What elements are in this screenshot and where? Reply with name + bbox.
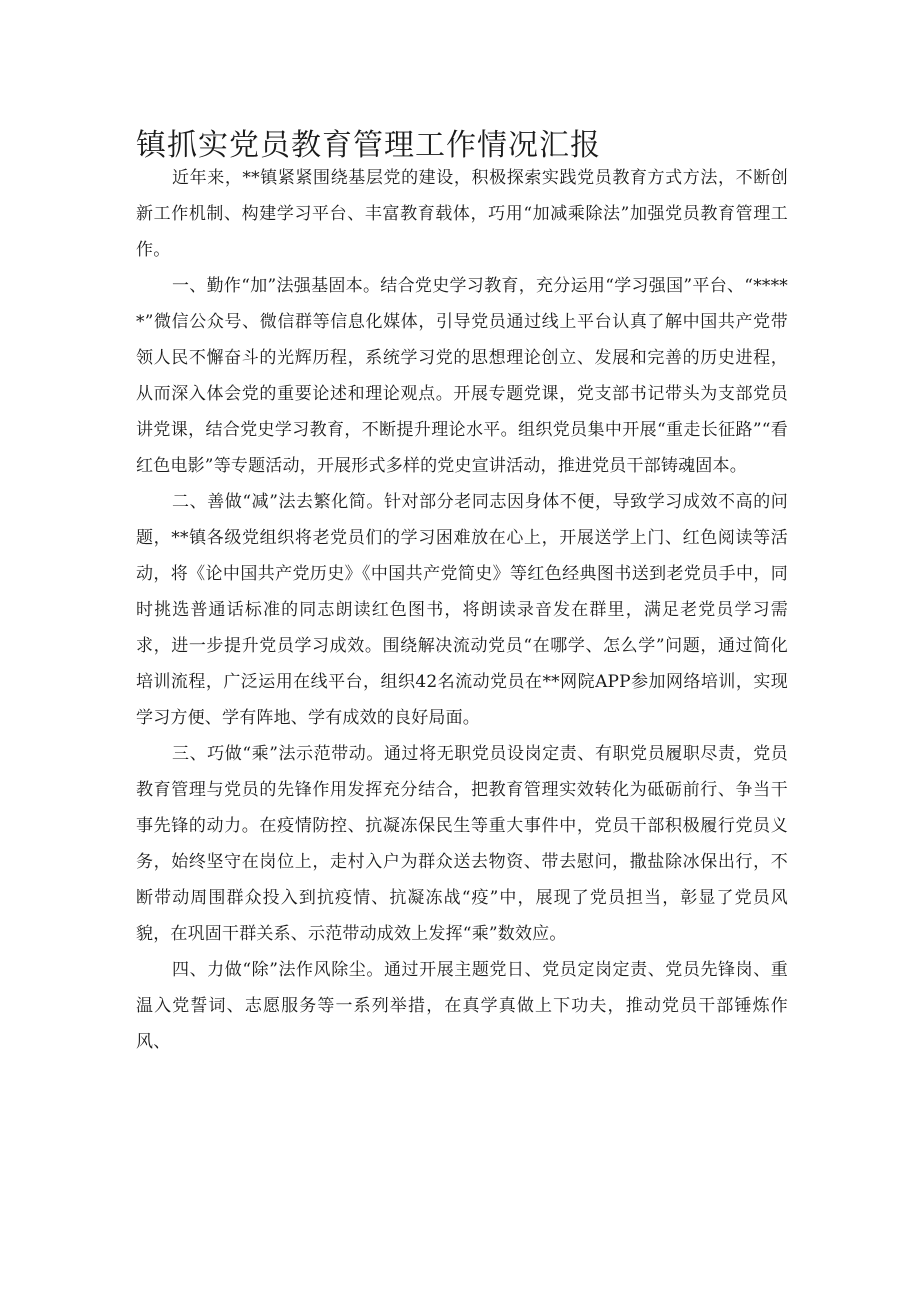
paragraph-intro: 近年来，**镇紧紧围绕基层党的建设，积极探索实践党员教育方式方法，不断创新工作机制、构建学习平台、丰富教育载体，巧用“加减乘除法”加强党员教育管理工作。	[136, 168, 788, 260]
paragraph-subtraction: 二、善做“减”法去繁化简。针对部分老同志因身体不便，导致学习成效不高的问题，**镇各级党组织将老党员们的学习困难放在心上，开展送学上门、红色阅读等活动，将《论中国共产党历史》《中国共产党简史》等红色经典图书送到老党员手中，同时挑选普通话标准的同志朗读红色图书，将朗读录音发在群里，满足老党员学习需求，进一步提升党员学习成效。围绕解决流动党员“在哪学、怎么学”问题，通过简化培训流程，广泛运用在线平台，组织42名流动党员在**网院APP参加网络培训，实现学习方便、学有阵地、学有成效的良好局面。	[136, 492, 788, 728]
document-title: 镇抓实党员教育管理工作情况汇报	[136, 128, 601, 163]
paragraph-division: 四、力做“除”法作风除尘。通过开展主题党日、党员定岗定责、党员先锋岗、重温入党誓词、志愿服务等一系列举措，在真学真做上下功夫，推动党员干部锤炼作风、	[136, 960, 788, 1052]
paragraph-multiplication: 三、巧做“乘”法示范带动。通过将无职党员设岗定责、有职党员履职尽责，党员教育管理与党员的先锋作用发挥充分结合，把教育管理实效转化为砥砺前行、争当干事先锋的动力。在疫情防控、抗凝冻保民生等重大事件中，党员干部积极履行党员义务，始终坚守在岗位上，走村入户为群众送去物资、带去慰问，撒盐除冰保出行，不断带动周围群众投入到抗疫情、抗凝冻战“疫”中，展现了党员担当，彰显了党员风貌，在巩固干群关系、示范带动成效上发挥“乘”数效应。	[136, 744, 788, 944]
paragraph-addition: 一、勤作“加”法强基固本。结合党史学习教育，充分运用“学习强国”平台、“*****”微信公众号、微信群等信息化媒体，引导党员通过线上平台认真了解中国共产党带领人民不懈奋斗的光辉历程，系统学习党的思想理论创立、发展和完善的历史进程，从而深入体会党的重要论述和理论观点。开展专题党课，党支部书记带头为支部党员讲党课，结合党史学习教育，不断提升理论水平。组织党员集中开展“重走长征路”“看红色电影”等专题活动，开展形式多样的党史宣讲活动，推进党员干部铸魂固本。	[136, 276, 788, 476]
document-body	[136, 160, 788, 1060]
